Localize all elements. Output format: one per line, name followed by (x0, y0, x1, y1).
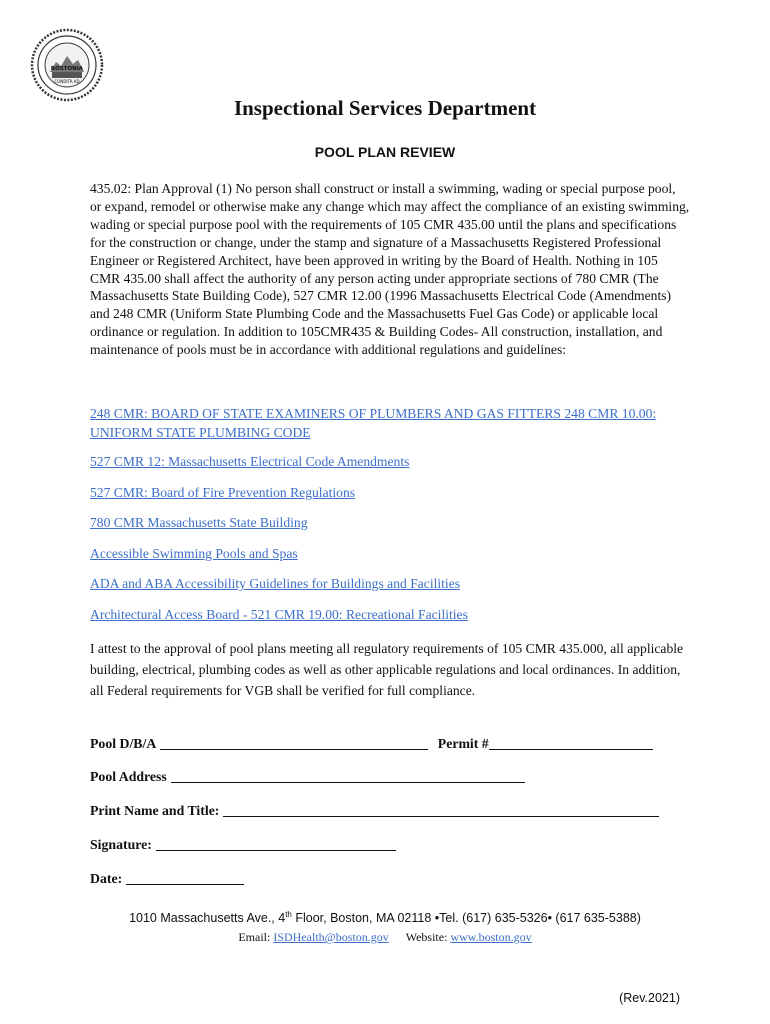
pool-address-field[interactable] (171, 768, 525, 783)
signature-row (90, 836, 396, 853)
print-name-row (90, 802, 659, 819)
email-label: Email: (238, 930, 274, 944)
website-label: Website: (405, 930, 451, 944)
signature-field[interactable] (156, 836, 396, 851)
footer-address-sup: th (285, 910, 292, 919)
attestation-paragraph: I attest to the approval of pool plans meeting all regulatory requirements of 105 CMR 435.000, all applicable building, electrical, plumbing codes as well as other applicable regulations and local ordinances. In addition, all Federal requirements for VGB shall be verified for full compliance. (90, 641, 684, 698)
seal-text-2: CONDITA AD (54, 79, 80, 84)
link-527-cmr-electrical[interactable]: 527 CMR 12: Massachusetts Electrical Code Amendments (90, 454, 410, 469)
revision-note: (Rev.2021) (619, 991, 680, 1005)
link-780-cmr-building[interactable]: 780 CMR Massachusetts State Building (90, 515, 308, 530)
footer-address (0, 910, 770, 925)
footer-address-suffix: Floor, Boston, MA 02118 •Tel. (617) 635-5326• (617 635-5388) (291, 911, 641, 926)
link-accessible-pools[interactable]: Accessible Swimming Pools and Spas (90, 545, 298, 561)
pool-address-row (90, 768, 525, 785)
print-name-field[interactable] (223, 802, 659, 817)
seal-text-1: BOSTONIA (50, 66, 84, 72)
pool-dba-field[interactable] (160, 735, 428, 750)
link-architectural-access-board[interactable]: Architectural Access Board - 521 CMR 19.00: Recreational Facilities (90, 606, 468, 622)
page-subtitle: POOL PLAN REVIEW (314, 144, 456, 160)
pool-address-label: Pool Address (90, 769, 167, 784)
city-seal-logo (30, 28, 104, 102)
link-527-cmr-fire[interactable]: 527 CMR: Board of Fire Prevention Regulations (90, 484, 356, 500)
pool-dba-row (90, 735, 653, 752)
permit-field[interactable] (489, 735, 653, 750)
permit-label: Permit # (437, 736, 489, 751)
page-title: Inspectional Services Department (233, 96, 537, 120)
pool-dba-label: Pool D/B/A (90, 736, 157, 751)
signature-label: Signature: (90, 837, 152, 852)
date-label: Date: (90, 871, 123, 886)
regulation-links (90, 404, 690, 635)
website-link[interactable]: www.boston.gov (450, 930, 532, 944)
footer-contact (0, 930, 770, 945)
link-248-cmr-plumbing[interactable]: 248 CMR: BOARD OF STATE EXAMINERS OF PLUMBERS AND GAS FITTERS 248 CMR 10.00: UNIFORM STATE PLUMBING CODE (90, 406, 657, 440)
date-row (90, 870, 244, 887)
intro-paragraph: 435.02: Plan Approval (1) No person shall construct or install a swimming, wading or special purpose pool, or expand, remodel or otherwise make any change which may affect the compliance of an existing swimming, wading or special purpose pool with the requirements of 105 CMR 435.00 until the plans and specifications for the construction or change, under the stamp and signature of a Massachusetts Registered Professional Engineer or Registered Architect, have been approved in writing by the Board of Health. Nothing in 105 CMR 435.00 shall affect the authority of any person acting under appropriate sections of 780 CMR (The Massachusetts State Building Code), 527 CMR 12.00 (1996 Massachusetts Electrical Code (Amendments) and 248 CMR (Uniform State Plumbing Code and the Massachusetts Fuel Gas Code) or applicable local ordinance or regulation. In addition to 105CMR435 & Building Codes- All construction, installation, and maintenance of pools must be in accordance with additional regulations and guidelines: (90, 181, 690, 358)
link-ada-aba-guidelines[interactable]: ADA and ABA Accessibility Guidelines for Buildings and Facilities (90, 576, 461, 591)
date-field[interactable] (126, 870, 244, 885)
print-name-label: Print Name and Title: (90, 803, 220, 818)
email-link[interactable]: ISDHealth@boston.gov (273, 930, 389, 944)
footer-address-prefix: 1010 Massachusetts Ave., 4 (129, 911, 286, 926)
